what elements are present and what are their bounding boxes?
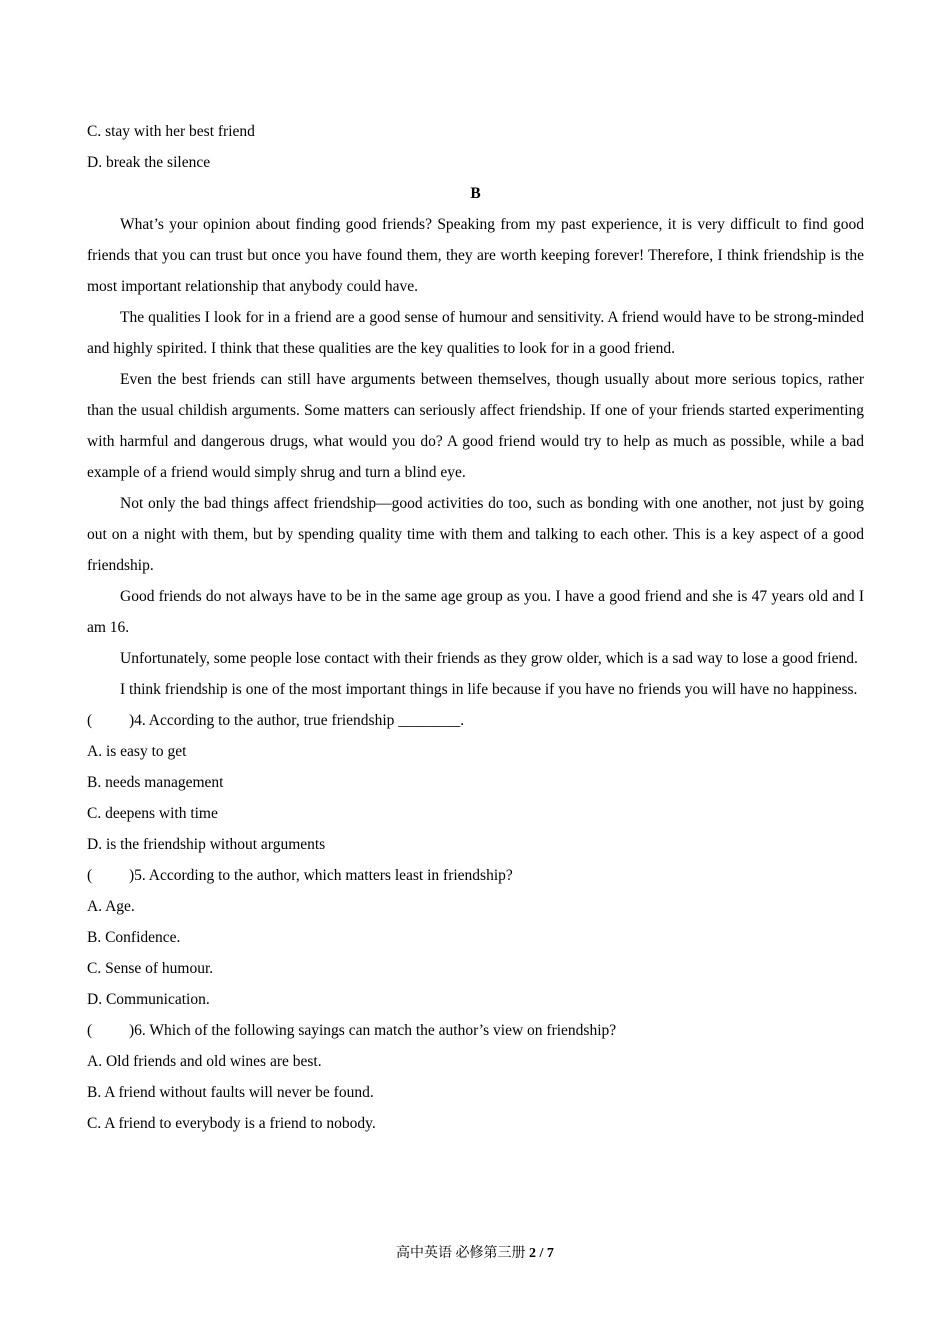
answer-option: B. Confidence. [87, 929, 181, 946]
question-stem [87, 1015, 864, 1046]
answer-option: A. Age. [87, 898, 135, 915]
answer-blank[interactable]: ( [87, 1022, 93, 1039]
footer-page-number: 2 / 7 [529, 1246, 554, 1261]
question-text: )4. According to the author, true friendship ________. [129, 712, 465, 729]
passage-paragraph: Good friends do not always have to be in the same age group as you. I have a good friend and she is 47 years old and I am 16. [87, 588, 864, 636]
answer-option: C. deepens with time [87, 805, 218, 822]
answer-blank[interactable]: ( [87, 712, 93, 729]
document-body [87, 116, 864, 1139]
answer-option: B. needs management [87, 774, 224, 791]
answer-option: C. A friend to everybody is a friend to nobody. [87, 1115, 376, 1132]
page-footer [0, 1244, 950, 1264]
passage-paragraph: What’s your opinion about finding good friends? Speaking from my past experience, it is very difficult to find good friends that you can trust but once you have found them, they are worth keeping forever! Therefore, I think friendship is the most important relationship that anybody could have. [87, 216, 864, 295]
question-5 [87, 860, 864, 1015]
passage-paragraph: The qualities I look for in a friend are a good sense of humour and sensitivity. A friend would have to be strong-minded and highly spirited. I think that these qualities are the key qualities to look for in a good friend. [87, 309, 864, 357]
answer-option: D. Communication. [87, 991, 210, 1008]
question-text: )6. Which of the following sayings can match the author’s view on friendship? [129, 1022, 617, 1039]
answer-option: D. is the friendship without arguments [87, 836, 326, 853]
answer-option: C. Sense of humour. [87, 960, 214, 977]
answer-blank[interactable]: ( [87, 867, 93, 884]
section-heading: B [470, 185, 481, 202]
answer-option: B. A friend without faults will never be found. [87, 1084, 374, 1101]
passage-paragraph: Not only the bad things affect friendship—good activities do too, such as bonding with one another, not just by going out on a night with them, but by spending quality time with them and talking to each other. This is a key aspect of a good friendship. [87, 495, 864, 574]
prev-option-c: C. stay with her best friend [87, 123, 255, 140]
passage-paragraph: Unfortunately, some people lose contact with their friends as they grow older, which is a sad way to lose a good friend. [120, 650, 858, 667]
question-stem [87, 705, 864, 736]
question-4 [87, 705, 864, 860]
question-stem [87, 860, 864, 891]
footer-book-title: 高中英语 必修第三册 [396, 1246, 526, 1261]
question-text: )5. According to the author, which matters least in friendship? [129, 867, 513, 884]
prev-option-d: D. break the silence [87, 154, 211, 171]
answer-option: A. is easy to get [87, 743, 187, 760]
question-6 [87, 1015, 864, 1139]
passage-paragraph: Even the best friends can still have arguments between themselves, though usually about more serious topics, rather than the usual childish arguments. Some matters can seriously affect friendship. If one of your friends started experimenting with harmful and dangerous drugs, what would you do? A good friend would try to help as much as possible, while a bad example of a friend would simply shrug and turn a blind eye. [87, 371, 864, 481]
answer-option: A. Old friends and old wines are best. [87, 1053, 322, 1070]
passage-paragraph: I think friendship is one of the most important things in life because if you have no friends you will have no happiness. [120, 681, 858, 698]
